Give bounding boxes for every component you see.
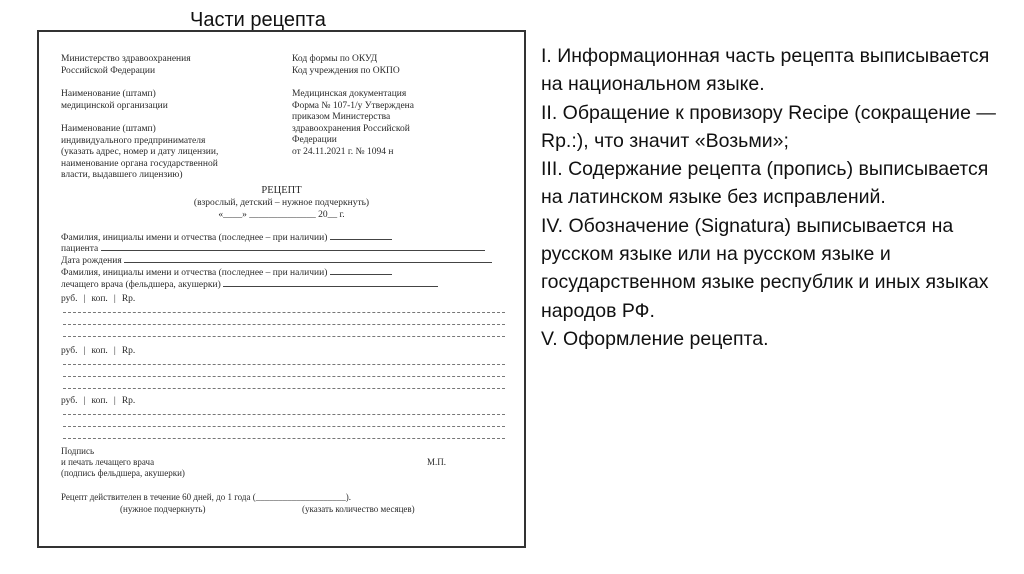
patient-name-text: Фамилия, инициалы имени и отчества (последнее – при наличии) xyxy=(61,233,328,243)
form-line xyxy=(63,388,505,389)
form-line xyxy=(63,324,505,325)
validity-text: Рецепт действителен в течение 60 дней, до 1 года (____________________). xyxy=(61,492,351,502)
form-line xyxy=(63,364,505,365)
mp-label: М.П. xyxy=(427,457,447,467)
underline xyxy=(124,253,492,263)
form-line xyxy=(63,414,505,415)
doctor-label xyxy=(61,277,438,292)
kop-label: коп. xyxy=(91,396,108,406)
part-1: I. Информационная часть рецепта выписывается на национальном языке. xyxy=(541,45,990,96)
ministry-text: Министерство здравоохранения Российской Федерации xyxy=(61,54,191,76)
slide-title: Части рецепта xyxy=(190,9,326,31)
underline xyxy=(330,265,392,275)
validity-note-2: (указать количество месяцев) xyxy=(302,504,415,514)
underline xyxy=(330,230,392,240)
form-line xyxy=(63,312,505,313)
rp-label: Rp. xyxy=(121,346,136,356)
underline xyxy=(223,277,438,287)
rp-label: Rp. xyxy=(121,294,136,304)
form-line xyxy=(63,336,505,337)
rub-label: руб. xyxy=(61,346,78,356)
form-line xyxy=(63,438,505,439)
validity-note-1: (нужное подчеркнуть) xyxy=(120,504,206,514)
med-doc-text: Медицинская документация Форма № 107-1/у Утверждена приказом Министерства здравоохранения Российской Федерации от 24.11.2021 г. № 1094 н xyxy=(292,89,414,157)
separator: | xyxy=(113,346,116,356)
form-line xyxy=(63,426,505,427)
rp-label: Rp. xyxy=(121,396,136,406)
prescription-form xyxy=(37,30,526,548)
org-stamp-text: Наименование (штамп) медицинской организации xyxy=(61,89,168,111)
part-3: III. Содержание рецепта (пропись) выписывается на латинском языке без исправлений. xyxy=(541,158,989,209)
separator: | xyxy=(113,396,116,406)
part-5: V. Оформление рецепта. xyxy=(541,327,769,350)
form-heading: РЕЦЕПТ xyxy=(261,185,302,196)
form-line xyxy=(63,376,505,377)
separator: | xyxy=(83,346,86,356)
patient-word: пациента xyxy=(61,244,99,254)
price-row-1 xyxy=(61,294,135,306)
price-row-2 xyxy=(61,346,135,358)
birth-date-text: Дата рождения xyxy=(61,256,122,266)
date-line: «____» ______________ 20__ г. xyxy=(218,210,345,220)
kop-label: коп. xyxy=(91,346,108,356)
signature-block: Подпись и печать лечащего врача (подпись фельдшера, акушерки) xyxy=(61,446,185,478)
form-subheading: (взрослый, детский – нужное подчеркнуть) xyxy=(193,198,370,208)
part-2: II. Обращение к провизору Recipe (сокращение — Rp.:), что значит «Возьми»; xyxy=(541,101,996,152)
separator: | xyxy=(83,396,86,406)
doctor-name-text: Фамилия, инициалы имени и отчества (последнее – при наличии) xyxy=(61,268,328,278)
part-4: IV. Обозначение (Signatura) выписывается на русском языке или на русском языке и государственном языке республик и иных языках народов РФ. xyxy=(541,214,989,322)
separator: | xyxy=(113,294,116,304)
kop-label: коп. xyxy=(91,294,108,304)
separator: | xyxy=(83,294,86,304)
ip-stamp-text: Наименование (штамп) индивидуального предпринимателя (указать адрес, номер и дату лицензии, наименование органа государственной власти, выдавшего лицензию) xyxy=(61,124,219,180)
doctor-word: лечащего врача (фельдшера, акушерки) xyxy=(61,280,221,290)
explanation-text xyxy=(541,42,1011,353)
price-row-3 xyxy=(61,396,135,408)
rub-label: руб. xyxy=(61,294,78,304)
underline xyxy=(101,241,485,251)
rub-label: руб. xyxy=(61,396,78,406)
codes-text: Код формы по ОКУД Код учреждения по ОКПО xyxy=(292,54,400,76)
